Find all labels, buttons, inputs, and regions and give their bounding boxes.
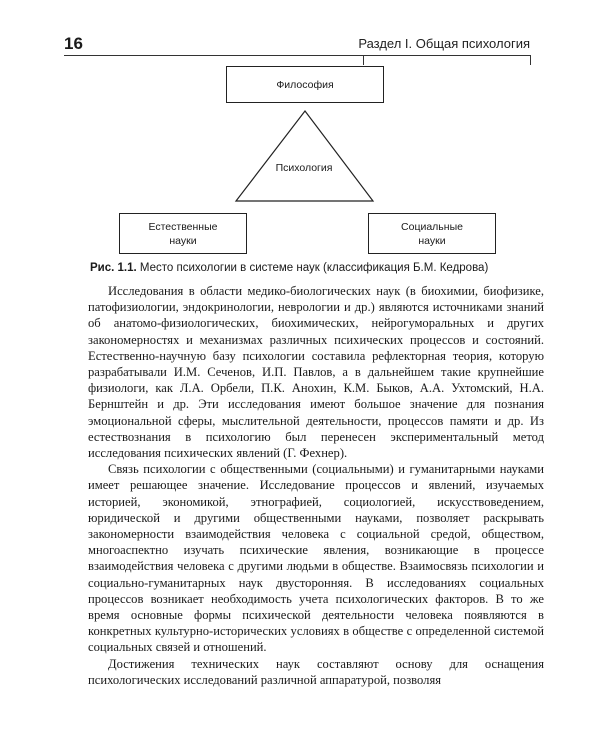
caption-text: Место психологии в системе наук (классификация Б.М. Кедрова) [139, 262, 489, 274]
paragraph-natural-sciences: Исследования в области медико-биологических наук (в биохимии, биофизике, патофизиологии, эндокринологии, неврологии и др.) являются источниками знаний об анатомо-физиологических, биохимических, нейрогуморальных и других закономерностях и механизмах различных психических процессов и состояний. Естественно-научную базу психологии составила рефлекторная теория, которую разрабатывали И.М. Сеченов, И.П. Павлов, а в дальнейшем такие крупнейшие физиологи, как Л.А. Орбели, П.К. Анохин, К.М. Быков, А.А. Ухтомский, Н.А. Бернштейн и др. Эти исследования имеют большое значение для познания эмоциональной сферы, мыслительной деятельности, процессов памяти и др. Из естествознания в психологию был перенесен экспериментальный метод исследования психических явлений (Г. Фехнер). [88, 284, 544, 461]
page-number: 16 [64, 34, 83, 53]
diagram-canvas [0, 0, 600, 270]
paragraph-technical-sciences: Достижения технических наук составляют основу для оснащения психологических исследований различной аппаратурой, позволяя [88, 656, 544, 687]
philosophy-box: Философия [226, 66, 384, 103]
body-text [88, 283, 544, 688]
figure-caption [90, 262, 550, 274]
caption-number: Рис. 1.1. [90, 262, 137, 274]
social-sciences-box: Социальные науки [368, 213, 496, 254]
psychology-label: Психология [275, 162, 333, 174]
paragraph-social-sciences: Связь психологии с общественными (социальными) и гуманитарными науками имеет решающее значение. Исследование процессов и явлений, изучаемых историей, экономикой, этнографией, социологией, искусствоведением, юридической и другими общественными науками, позволяет раскрывать закономерности взаимодействия человека с социальной средой, обществом, многоаспектно изучать психические явления, возникающие в процессе взаимодействия человека с другими людьми в обществе. Взаимосвязь психологии и социально-гуманитарных наук двусторонняя. В исследованиях социальных процессов возникает необходимость учета психологических факторов. В то же время основные формы психической деятельности человека появляются в конкретных культурно-исторических условиях в обществе с определенной системой социальных связей и отношений. [88, 462, 544, 655]
natural-sciences-box: Естественные науки [119, 213, 247, 254]
figure-diagram [0, 0, 600, 270]
running-head: Раздел I. Общая психология [358, 36, 530, 51]
psychology-triangle [236, 111, 373, 201]
